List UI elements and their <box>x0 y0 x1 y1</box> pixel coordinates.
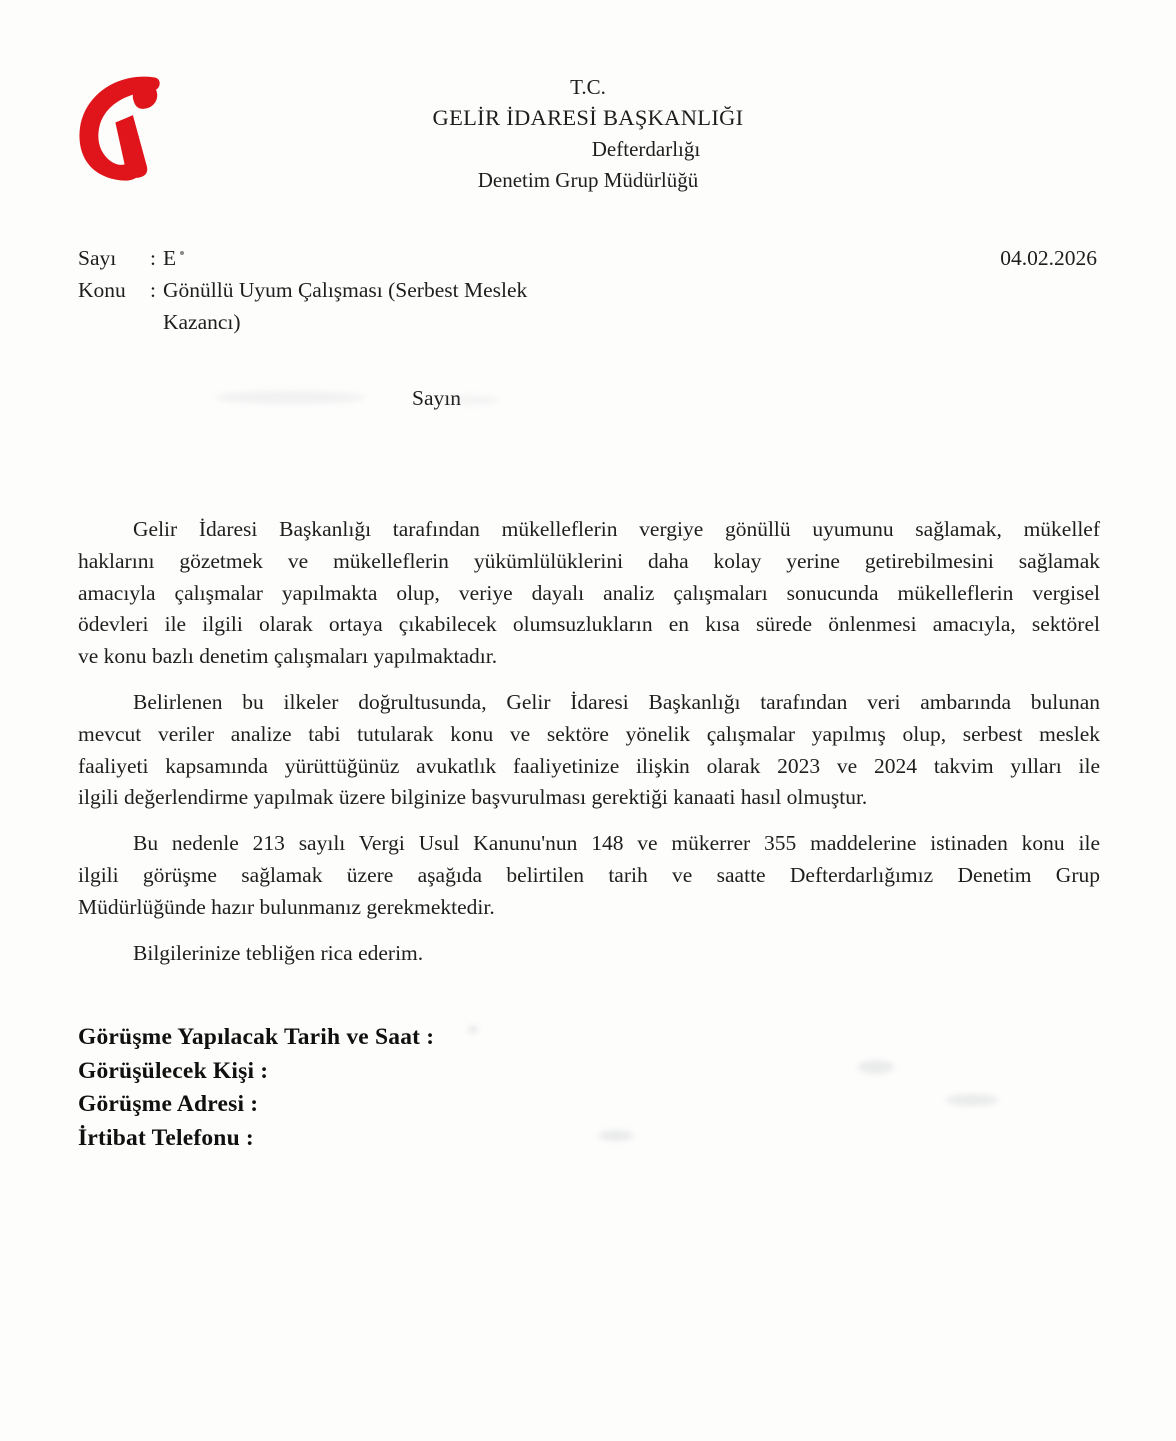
redaction-smudge <box>215 391 365 404</box>
letterhead-tc: T.C. <box>570 75 606 99</box>
letterhead-unit: Denetim Grup Müdürlüğü <box>477 168 699 192</box>
redaction-smudge <box>440 395 500 405</box>
body-line: Bu nedenle 213 sayılı Vergi Usul Kanunu'nun 148 ve mükerrer 355 maddelerine istinaden konu ile <box>133 831 1100 856</box>
sayi-label: Sayı <box>78 246 117 270</box>
body-line: amacıyla çalışmalar yapılmakta olup, veriye dayalı analiz çalışmaları sonucunda mükelleflerin vergisel <box>78 580 1100 605</box>
appointment-tarih-saat: Görüşme Yapılacak Tarih ve Saat : <box>78 1024 435 1050</box>
appointment-adres: Görüşme Adresi : <box>78 1091 259 1117</box>
konu-row <box>78 274 583 338</box>
paragraph <box>78 828 1100 923</box>
body-line: Gelir İdaresi Başkanlığı tarafından mükelleflerin vergiye gönüllü uyumunu sağlamak, mükellef <box>133 517 1100 541</box>
body-line: Müdürlüğünde hazır bulunmanız gerekmektedir. <box>78 894 495 919</box>
redaction-smudge <box>946 1094 998 1106</box>
body-line: ve konu bazlı denetim çalışmaları yapılmaktadır. <box>78 644 498 669</box>
konu-colon: : <box>150 278 156 302</box>
redaction-smudge <box>858 1060 894 1074</box>
appointment-block <box>78 1021 434 1155</box>
letter-body <box>78 514 1100 983</box>
konu-label: Konu <box>78 278 126 302</box>
closing-line: Bilgilerinize tebliğen rica ederim. <box>133 940 424 965</box>
body-line: faaliyeti kapsamında yürüttüğünüz avukatlık faaliyetinize ilişkin olarak 2023 ve 2024 takvim yılları ile <box>78 753 1100 778</box>
sayi-value: E <box>163 242 583 274</box>
body-line: ilgili görüşme sağlamak üzere aşağıda belirtilen tarih ve saatte Defterdarlığımız Denetim Grup <box>78 862 1100 887</box>
body-line: ödevleri ile ilgili olarak ortaya çıkabilecek olumsuzlukların en kısa sürede önlenmesi amacıyla, sektörel <box>78 612 1100 637</box>
paragraph <box>78 687 1100 814</box>
letterhead-office: Defterdarlığı <box>591 137 701 161</box>
salutation: Sayın <box>412 386 461 410</box>
appointment-kisi: Görüşülecek Kişi : <box>78 1057 269 1084</box>
letterhead <box>0 72 1176 196</box>
konu-value: Gönüllü Uyum Çalışması (Serbest Meslek Kazancı) <box>162 278 528 334</box>
paragraph <box>78 938 1100 970</box>
appointment-telefon: İrtibat Telefonu : <box>78 1124 254 1151</box>
paragraph <box>78 514 1100 673</box>
letter-date: 04.02.2026 <box>1000 246 1097 270</box>
sayi-row <box>78 242 583 274</box>
letterhead-organization: GELİR İDARESİ BAŞKANLIĞI <box>432 105 744 130</box>
redaction-smudge <box>598 1130 634 1141</box>
body-line: ilgili değerlendirme yapılmak üzere bilginize başvurulması gerektiği kanaati hasıl olmuştur. <box>78 785 868 810</box>
body-line: Belirlenen bu ilkeler doğrultusunda, Gelir İdaresi Başkanlığı tarafından veri ambarında bulunan <box>133 689 1100 714</box>
redaction-smudge <box>468 1026 478 1033</box>
sayi-colon: : <box>150 246 156 270</box>
meta-block <box>78 242 583 338</box>
body-line: mevcut veriler analize tabi tutularak konu ve sektöre yönelik çalışmalar yapılmış olup, serbest meslek <box>78 721 1100 746</box>
body-line: haklarını gözetmek ve mükelleflerin yükümlülüklerini daha kolay yerine getirebilmesini sağlamak <box>78 548 1100 573</box>
redaction-artifact <box>180 251 184 255</box>
